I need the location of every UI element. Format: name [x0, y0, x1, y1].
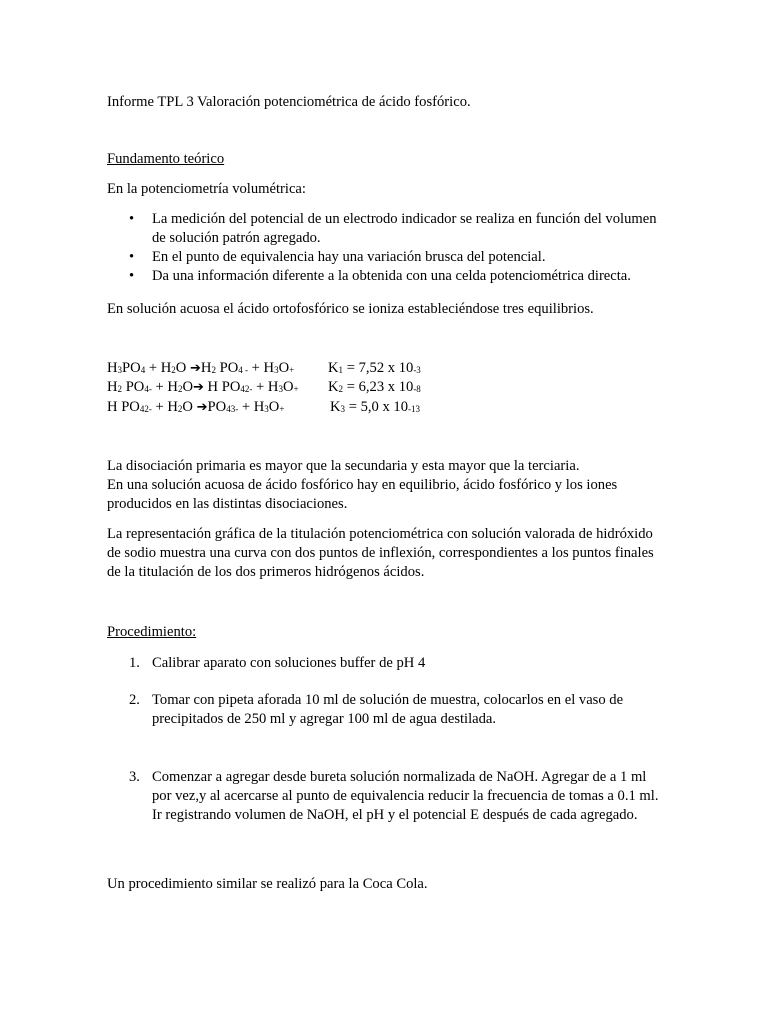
bullet-list: [107, 210, 667, 286]
reaction-text: H $PO_{42-} + H_2O$ $➔PO_{43-} + H_3O_+$: [107, 399, 285, 415]
section-heading-procedimiento: Procedimiento:: [107, 624, 197, 640]
dissociation-paragraph: La disociación primaria es mayor que la secundaria y esta mayor que la terciaria. En una solución acuosa de ácido fosfórico hay en equilibrio, ácido fosfórico y los iones producidos en las distintas disociaciones.: [107, 458, 618, 512]
bullet-item: • En el punto de equivalencia hay una variación brusca del potencial.: [129, 249, 546, 265]
document-title: Informe TPL 3 Valoración potenciométrica de ácido fosfórico.: [107, 94, 471, 110]
procedure-step-3: 3. Comenzar a agregar desde bureta solución normalizada de NaOH. Agregar de a 1 ml por vez,y al acercarse al punto de equivalencia reducir la frecuencia de tomas a 0.1 ml. Ir registrando volumen de NaOH, el pH y el potencial E después de cada agregado.: [129, 769, 659, 823]
equilibrium-constant-3: $K_3 = 5,0$ x $10_{-13}$: [330, 399, 421, 415]
bullet-marker: •: [129, 249, 135, 265]
titration-paragraph: La representación gráfica de la titulación potenciométrica con solución valorada de hidróxido de sodio muestra una curva con dos puntos de inflexión, correspondientes a los puntos finales de la titulación de los dos primeros hidrógenos ácidos.: [107, 526, 654, 580]
bullet-item: • Da una información diferente a la obtenida con una celda potenciométrica directa.: [129, 268, 631, 284]
reaction-text: $H_3PO_4 + H_2O$ $➔H_2$ $PO_{4 -} + H_3O_+$: [107, 360, 295, 376]
equilibrium-equation-1: [107, 359, 667, 378]
ionization-paragraph: En solución acuosa el ácido ortofosfórico se ioniza estableciéndose tres equilibrios.: [107, 301, 594, 317]
equilibrium-equation-3: [107, 398, 667, 417]
closing-paragraph: Un procedimiento similar se realizó para la Coca Cola.: [107, 876, 428, 892]
bullet-marker: •: [129, 211, 135, 227]
bullet-item: • La medición del potencial de un electrodo indicador se realiza en función del volumen de solución patrón agregado.: [129, 211, 657, 246]
equilibrium-constant-2: $K_2 = 6,23$ x $10_{-8}$: [328, 379, 421, 395]
equilibrium-constant-1: $K_1 = 7,52$ x $10_{-3}$: [328, 360, 421, 376]
intro-paragraph: En la potenciometría volumétrica:: [107, 181, 306, 197]
procedure-step-1: 1. Calibrar aparato con soluciones buffer de pH 4: [129, 655, 426, 671]
reaction-text: $H_2$ $PO_{4-}$ + $H_2O➔$ H $PO_{42-} + H_3O_+$: [107, 379, 299, 395]
bullet-marker: •: [129, 268, 135, 284]
procedure-step-2: 2. Tomar con pipeta aforada 10 ml de solución de muestra, colocarlos en el vaso de precipitados de 250 ml y agregar 100 ml de agua destilada.: [129, 692, 624, 727]
section-heading-fundamento: Fundamento teórico: [107, 151, 225, 167]
equilibrium-equation-2: [107, 378, 667, 397]
